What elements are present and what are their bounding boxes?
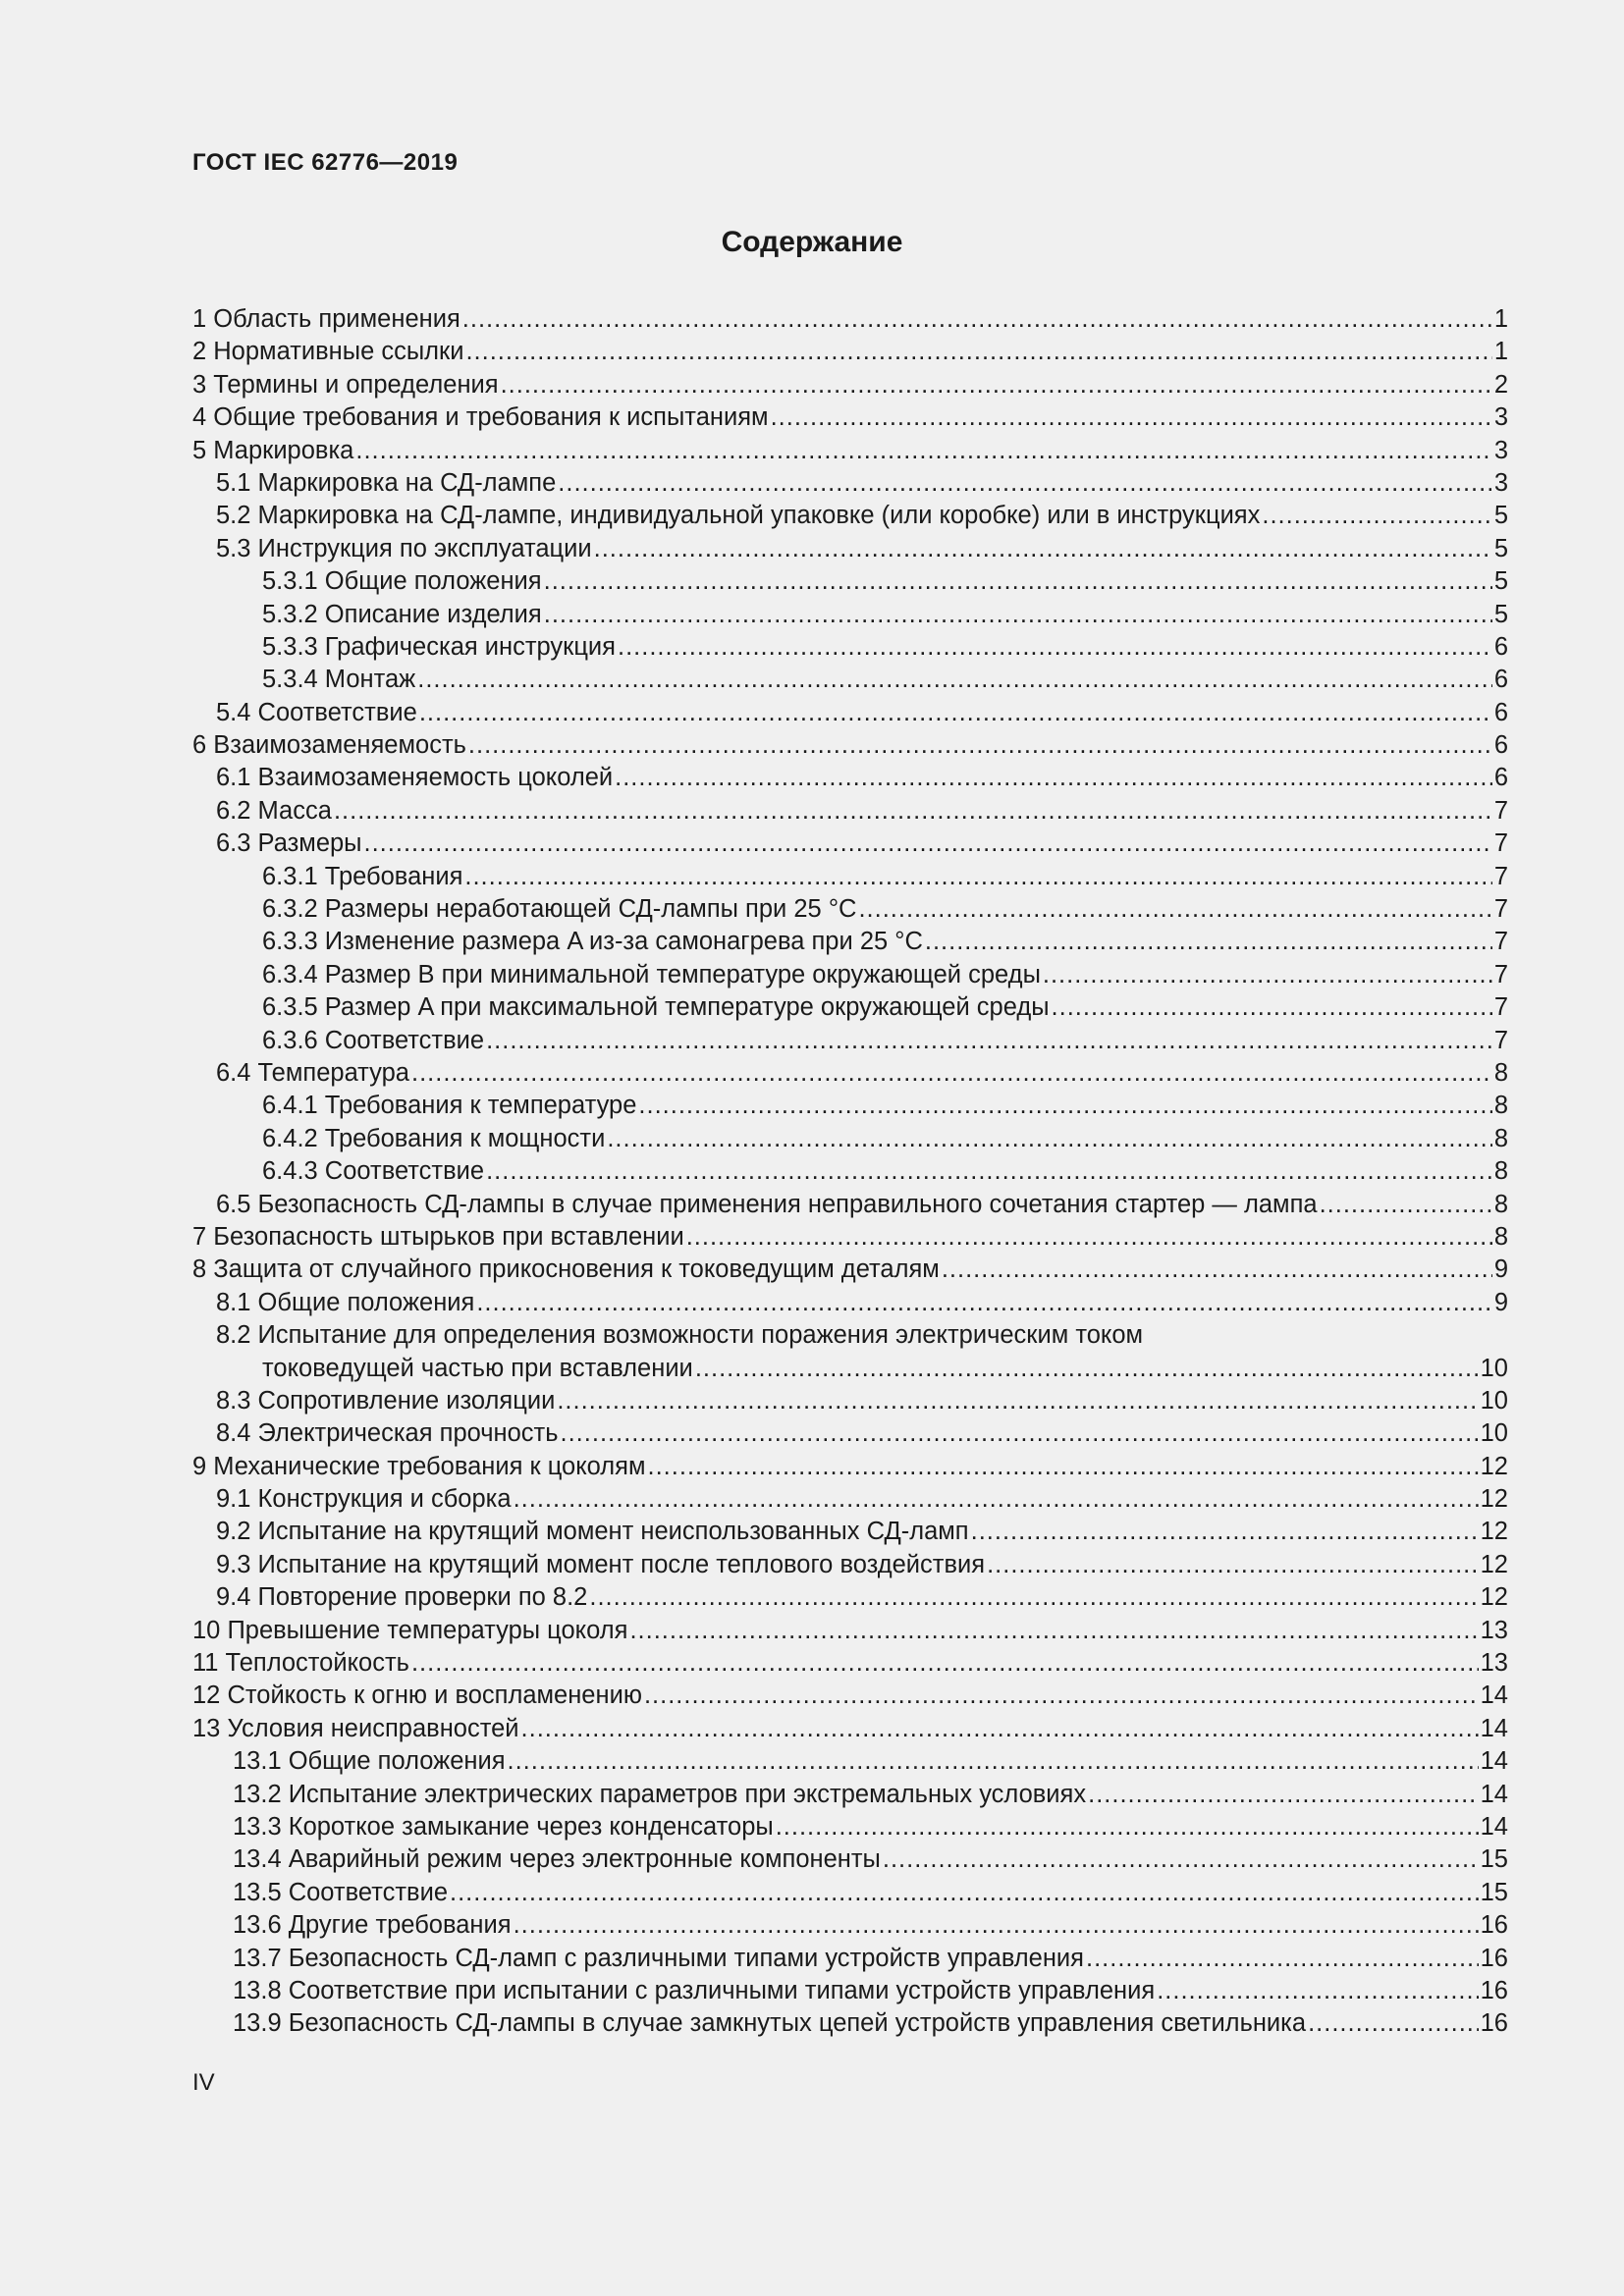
- toc-entry-label: 9 Механические требования к цоколям: [192, 1452, 646, 1480]
- toc-page-number: 9: [1493, 1255, 1508, 1284]
- toc-entry[interactable]: [192, 1319, 1508, 1352]
- toc-page-number: 16: [1480, 1976, 1508, 2004]
- toc-leader-dots: [629, 1615, 1478, 1647]
- toc-page-number: 5: [1493, 534, 1508, 562]
- toc-leader-dots: [486, 1155, 1492, 1188]
- toc-entry[interactable]: [192, 1943, 1508, 1975]
- toc-page-number: 9: [1493, 1288, 1508, 1316]
- toc-entry-label: 9.3 Испытание на крутящий момент после теплового воздействия: [216, 1550, 986, 1578]
- toc-leader-dots: [594, 533, 1492, 565]
- toc-entry-label: 6.4 Температура: [216, 1058, 409, 1087]
- toc-page-number: 12: [1480, 1550, 1508, 1578]
- toc-page-number: 16: [1480, 2009, 1508, 2038]
- toc-entry-label: 13 Условия неисправностей: [192, 1714, 519, 1742]
- toc-page-number: 6: [1493, 666, 1508, 694]
- toc-entry[interactable]: [192, 303, 1508, 336]
- toc-leader-dots: [1043, 959, 1492, 991]
- toc-entry[interactable]: [192, 1843, 1508, 1876]
- toc-entry-label: 12 Стойкость к огню и воспламенению: [192, 1682, 642, 1710]
- toc-leader-dots: [686, 1221, 1492, 1254]
- toc-entry[interactable]: [192, 991, 1508, 1024]
- toc-page-number: 13: [1480, 1649, 1508, 1678]
- toc-page-number: 5: [1493, 600, 1508, 628]
- toc-entry-label: 11 Теплостойкость: [192, 1649, 409, 1678]
- toc-entry-label: 5.3.4 Монтаж: [262, 666, 416, 694]
- toc-entry-label: 6.3.6 Соответствие: [262, 1026, 485, 1054]
- toc-entry[interactable]: [192, 893, 1508, 926]
- toc-entry-label: 7 Безопасность штырьков при вставлении: [192, 1222, 684, 1251]
- toc-page-number: 15: [1480, 1878, 1508, 1906]
- toc-leader-dots: [1320, 1189, 1492, 1221]
- toc-leader-dots: [1157, 1975, 1478, 2007]
- toc-leader-dots: [615, 762, 1492, 794]
- toc-entry-label: 6.3.5 Размер A при максимальной температуре окружающей среды: [262, 993, 1050, 1022]
- toc-entry-label: 6.1 Взаимозаменяемость цоколей: [216, 764, 614, 792]
- toc-entry[interactable]: [192, 631, 1508, 664]
- toc-entry[interactable]: [192, 500, 1508, 532]
- toc-entry-label: 5.3 Инструкция по эксплуатации: [216, 534, 592, 562]
- toc-entry-label: 8.2 Испытание для определения возможности поражения электрическим током: [216, 1321, 1144, 1350]
- toc-entry[interactable]: [192, 1287, 1508, 1319]
- toc-entry[interactable]: [192, 1123, 1508, 1155]
- toc-page-number: 16: [1480, 1944, 1508, 1972]
- toc-page-number: 13: [1480, 1616, 1508, 1644]
- table-of-contents: [192, 303, 1508, 2041]
- toc-entry-label: 6.3.2 Размеры неработающей СД-лампы при 25 °С: [262, 895, 857, 924]
- toc-leader-dots: [618, 631, 1492, 664]
- toc-leader-dots: [465, 336, 1491, 368]
- toc-leader-dots: [557, 1385, 1478, 1417]
- toc-entry[interactable]: [192, 1713, 1508, 1745]
- toc-entry-label: 6.2 Масса: [216, 796, 332, 825]
- toc-page-number: 12: [1480, 1518, 1508, 1546]
- toc-leader-dots: [468, 729, 1492, 762]
- toc-entry[interactable]: [192, 1189, 1508, 1221]
- toc-page-number: 10: [1480, 1419, 1508, 1448]
- toc-entry-label: 5.2 Маркировка на СД-лампе, индивидуальной упаковке (или коробке) или в инструкциях: [216, 502, 1261, 530]
- toc-entry[interactable]: [192, 1549, 1508, 1581]
- toc-entry-label: 3 Термины и определения: [192, 370, 499, 399]
- toc-entry-label: 6.4.1 Требования к температуре: [262, 1092, 637, 1120]
- toc-leader-dots: [514, 1909, 1479, 1942]
- toc-entry[interactable]: [192, 959, 1508, 991]
- toc-entry[interactable]: [192, 729, 1508, 762]
- toc-entry[interactable]: [192, 1877, 1508, 1909]
- toc-entry-label: 8.1 Общие положения: [216, 1288, 475, 1316]
- toc-entry-label: 5 Маркировка: [192, 436, 354, 464]
- toc-page-number: 12: [1480, 1485, 1508, 1514]
- toc-leader-dots: [883, 1843, 1479, 1876]
- toc-page-number: 8: [1493, 1190, 1508, 1218]
- toc-leader-dots: [464, 861, 1491, 893]
- toc-leader-dots: [858, 893, 1491, 926]
- toc-page-number: 12: [1480, 1583, 1508, 1612]
- toc-entry-label: 6.4.2 Требования к мощности: [262, 1124, 606, 1152]
- toc-leader-dots: [1052, 991, 1492, 1024]
- toc-entry[interactable]: [192, 1811, 1508, 1843]
- toc-leader-dots: [514, 1483, 1479, 1516]
- toc-entry[interactable]: [192, 1451, 1508, 1483]
- toc-entry-label: 8.4 Электрическая прочность: [216, 1419, 559, 1448]
- document-header: ГОСТ IEC 62776—2019: [192, 149, 459, 176]
- toc-entry[interactable]: [192, 401, 1508, 434]
- toc-entry-label: 5.1 Маркировка на СД-лампе: [216, 468, 557, 497]
- toc-leader-dots: [1262, 500, 1491, 532]
- toc-entry-label: 9.1 Конструкция и сборка: [216, 1485, 512, 1514]
- toc-page-number: 7: [1493, 993, 1508, 1022]
- toc-leader-dots: [638, 1090, 1491, 1122]
- toc-page-number: 7: [1493, 960, 1508, 988]
- toc-entry[interactable]: [192, 1779, 1508, 1811]
- toc-leader-dots: [695, 1353, 1479, 1385]
- toc-leader-dots: [1086, 1943, 1479, 1975]
- toc-page-number: 8: [1493, 1092, 1508, 1120]
- toc-entry-label: 13.2 Испытание электрических параметров при экстремальных условиях: [233, 1780, 1087, 1808]
- toc-entry[interactable]: [192, 599, 1508, 631]
- toc-entry[interactable]: [192, 664, 1508, 696]
- toc-entry[interactable]: [192, 1615, 1508, 1647]
- toc-leader-dots: [1308, 2007, 1479, 2040]
- toc-entry[interactable]: [192, 795, 1508, 828]
- toc-entry[interactable]: [192, 1254, 1508, 1286]
- toc-entry-label: 13.4 Аварийный режим через электронные компоненты: [233, 1845, 881, 1874]
- toc-entry-label: 5.3.2 Описание изделия: [262, 600, 542, 628]
- toc-leader-dots: [558, 467, 1492, 500]
- toc-entry-label: 6.3 Размеры: [216, 829, 362, 858]
- toc-entry-label: 13.5 Соответствие: [233, 1878, 449, 1906]
- toc-entry-label: 5.4 Соответствие: [216, 698, 417, 726]
- toc-leader-dots: [521, 1713, 1479, 1745]
- toc-entry-label: токоведущей частью при вставлении: [262, 1354, 693, 1382]
- toc-page-number: 6: [1493, 764, 1508, 792]
- toc-entry[interactable]: [192, 2007, 1508, 2040]
- toc-page-number: 6: [1493, 632, 1508, 661]
- toc-page-number: 3: [1493, 403, 1508, 432]
- toc-entry[interactable]: [192, 861, 1508, 893]
- toc-entry[interactable]: [192, 1090, 1508, 1122]
- toc-page-number: 1: [1493, 305, 1508, 333]
- toc-page-number: 10: [1480, 1354, 1508, 1382]
- toc-entry-label: 6.4.3 Соответствие: [262, 1157, 485, 1186]
- toc-entry[interactable]: [192, 435, 1508, 467]
- toc-entry[interactable]: [192, 369, 1508, 401]
- page-title: Содержание: [721, 226, 903, 258]
- toc-entry-label: 6.3.1 Требования: [262, 862, 463, 890]
- toc-entry[interactable]: [192, 1581, 1508, 1614]
- toc-leader-dots: [364, 828, 1492, 860]
- toc-page-number: 10: [1480, 1386, 1508, 1415]
- toc-leader-dots: [648, 1451, 1479, 1483]
- toc-page-number: 5: [1493, 567, 1508, 596]
- toc-page-number: 8: [1493, 1058, 1508, 1087]
- toc-entry-label: 8.3 Сопротивление изоляции: [216, 1386, 556, 1415]
- toc-leader-dots: [476, 1287, 1491, 1319]
- toc-entry[interactable]: [192, 1417, 1508, 1450]
- toc-entry-label: 13.3 Короткое замыкание через конденсаторы: [233, 1812, 774, 1841]
- toc-page-number: 3: [1493, 468, 1508, 497]
- toc-entry[interactable]: [192, 1025, 1508, 1057]
- toc-page-number: 3: [1493, 436, 1508, 464]
- toc-page-number: 5: [1493, 502, 1508, 530]
- toc-entry[interactable]: [192, 1057, 1508, 1090]
- toc-entry[interactable]: [192, 762, 1508, 794]
- toc-leader-dots: [942, 1254, 1492, 1286]
- toc-leader-dots: [987, 1549, 1479, 1581]
- toc-entry-label: 8 Защита от случайного прикосновения к токоведущим деталям: [192, 1255, 940, 1284]
- toc-leader-dots: [334, 795, 1492, 828]
- toc-leader-dots: [419, 697, 1492, 729]
- toc-leader-dots: [450, 1877, 1479, 1909]
- toc-entry[interactable]: [192, 1516, 1508, 1548]
- toc-entry-label: 9.4 Повторение проверки по 8.2: [216, 1583, 588, 1612]
- toc-entry-label: 6 Взаимозаменяемость: [192, 731, 466, 760]
- toc-entry-label: 2 Нормативные ссылки: [192, 338, 464, 366]
- toc-entry-continuation[interactable]: [192, 1353, 1508, 1385]
- toc-entry-label: 6.5 Безопасность СД-лампы в случае применения неправильного сочетания стартер — лампа: [216, 1190, 1318, 1218]
- toc-page-number: 14: [1480, 1714, 1508, 1742]
- toc-entry-label: 13.6 Другие требования: [233, 1911, 512, 1940]
- toc-entry[interactable]: [192, 1155, 1508, 1188]
- toc-entry-label: 13.1 Общие положения: [233, 1747, 506, 1776]
- toc-entry[interactable]: [192, 467, 1508, 500]
- toc-leader-dots: [771, 401, 1492, 434]
- toc-page-number: 7: [1493, 829, 1508, 858]
- toc-entry[interactable]: [192, 1483, 1508, 1516]
- toc-page-number: 14: [1480, 1812, 1508, 1841]
- toc-entry-label: 6.3.3 Изменение размера A из-за самонагрева при 25 °С: [262, 928, 923, 956]
- toc-leader-dots: [411, 1057, 1492, 1090]
- toc-entry[interactable]: [192, 336, 1508, 368]
- toc-page-number: 16: [1480, 1911, 1508, 1940]
- toc-entry[interactable]: [192, 1221, 1508, 1254]
- toc-leader-dots: [971, 1516, 1479, 1548]
- toc-entry-label: 5.3.1 Общие положения: [262, 567, 542, 596]
- toc-entry-label: 13.8 Соответствие при испытании с различными типами устройств управления: [233, 1976, 1156, 2004]
- toc-entry-label: 13.7 Безопасность СД-ламп с различными типами устройств управления: [233, 1944, 1084, 1972]
- toc-page-number: 6: [1493, 698, 1508, 726]
- toc-page-number: 12: [1480, 1452, 1508, 1480]
- toc-entry[interactable]: [192, 1385, 1508, 1417]
- toc-entry-label: 9.2 Испытание на крутящий момент неиспользованных СД-ламп: [216, 1518, 969, 1546]
- toc-leader-dots: [544, 599, 1492, 631]
- toc-leader-dots: [508, 1745, 1479, 1778]
- toc-page-number: 8: [1493, 1124, 1508, 1152]
- toc-leader-dots: [776, 1811, 1479, 1843]
- toc-leader-dots: [417, 664, 1492, 696]
- toc-leader-dots: [501, 369, 1492, 401]
- toc-page-number: 2: [1493, 370, 1508, 399]
- toc-page-number: 1: [1493, 338, 1508, 366]
- toc-page-number: 7: [1493, 928, 1508, 956]
- toc-entry[interactable]: [192, 1745, 1508, 1778]
- toc-entry[interactable]: [192, 1909, 1508, 1942]
- toc-page-number: 7: [1493, 796, 1508, 825]
- toc-leader-dots: [1088, 1779, 1479, 1811]
- toc-page-number: 15: [1480, 1845, 1508, 1874]
- toc-leader-dots: [644, 1680, 1479, 1712]
- toc-page-number: 14: [1480, 1747, 1508, 1776]
- toc-page-number: 7: [1493, 895, 1508, 924]
- toc-page-number: 8: [1493, 1222, 1508, 1251]
- toc-leader-dots: [561, 1417, 1479, 1450]
- toc-entry-label: 6.3.4 Размер B при минимальной температуре окружающей среды: [262, 960, 1041, 988]
- toc-leader-dots: [411, 1647, 1479, 1680]
- toc-page-number: 7: [1493, 862, 1508, 890]
- toc-leader-dots: [462, 303, 1492, 336]
- toc-leader-dots: [355, 435, 1491, 467]
- toc-leader-dots: [589, 1581, 1478, 1614]
- toc-entry-label: 10 Превышение температуры цоколя: [192, 1616, 628, 1644]
- toc-entry[interactable]: [192, 533, 1508, 565]
- toc-entry[interactable]: [192, 1647, 1508, 1680]
- toc-leader-dots: [544, 565, 1492, 598]
- toc-page-number: 14: [1480, 1682, 1508, 1710]
- toc-entry[interactable]: [192, 697, 1508, 729]
- toc-page-number: 7: [1493, 1026, 1508, 1054]
- toc-entry[interactable]: [192, 1680, 1508, 1712]
- toc-entry-label: 4 Общие требования и требования к испытаниям: [192, 403, 769, 432]
- toc-leader-dots: [925, 926, 1492, 958]
- toc-entry-label: 5.3.3 Графическая инструкция: [262, 632, 616, 661]
- toc-page-number: 14: [1480, 1780, 1508, 1808]
- toc-entry[interactable]: [192, 565, 1508, 598]
- page-number: IV: [192, 2069, 215, 2096]
- toc-entry-label: 1 Область применения: [192, 305, 460, 333]
- toc-page-number: 8: [1493, 1157, 1508, 1186]
- toc-entry-label: 13.9 Безопасность СД-лампы в случае замкнутых цепей устройств управления светильника: [233, 2009, 1307, 2038]
- toc-leader-dots: [486, 1025, 1492, 1057]
- toc-leader-dots: [607, 1123, 1491, 1155]
- toc-page-number: 6: [1493, 731, 1508, 760]
- toc-entry[interactable]: [192, 1975, 1508, 2007]
- toc-entry[interactable]: [192, 926, 1508, 958]
- toc-entry[interactable]: [192, 828, 1508, 860]
